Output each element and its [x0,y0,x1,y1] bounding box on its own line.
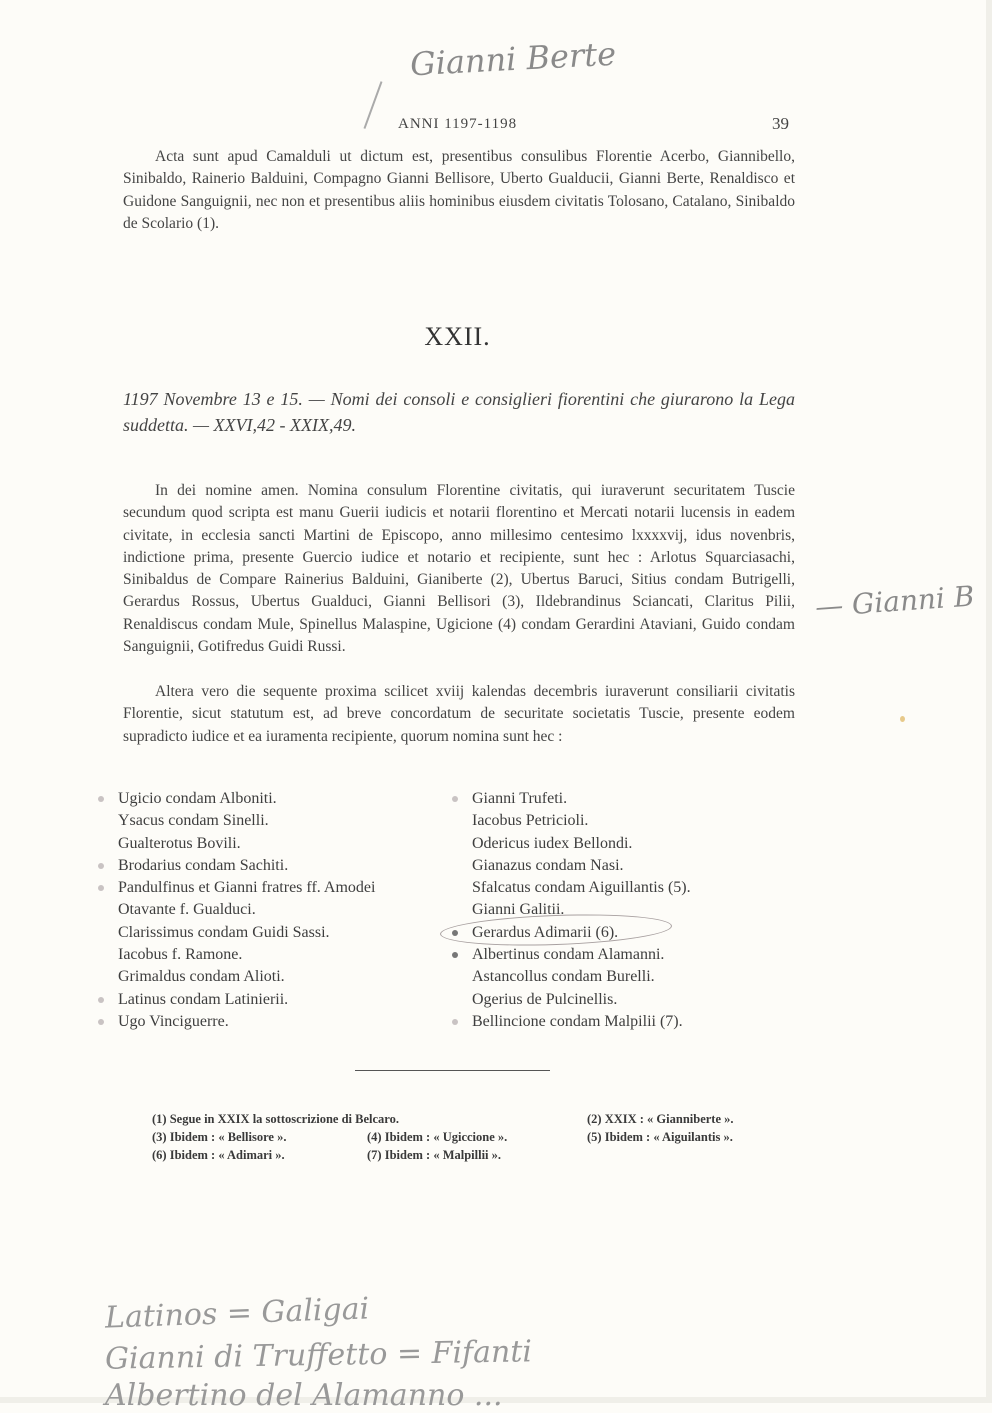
list-item [472,810,802,832]
list-item [118,899,448,921]
section-number: XXII. [424,322,491,351]
bullet-mark [98,863,104,869]
list-item [472,989,802,1011]
name-text: Sfalcatus condam Aiguillantis (5). [472,879,691,897]
name-text: Iacobus Petricioli. [472,812,589,830]
name-text: Iacobus f. Ramone. [118,946,243,964]
footnote-4: (4) Ibidem : « Ugiccione ». [367,1130,508,1144]
handwritten-stroke [363,81,382,128]
bullet-mark [452,1019,458,1025]
name-text: Bellincione condam Malpilii (7). [472,1012,683,1030]
name-text: Ugo Vinciguerre. [118,1012,229,1030]
page-number: 39 [772,114,789,133]
list-item [472,922,802,944]
paragraph-acta [123,146,795,235]
list-item [472,944,802,966]
list-item [472,899,802,921]
handwritten-bottom-line-3: Albertino del Alamanno ... [105,1378,503,1413]
bullet-mark [98,997,104,1003]
name-text: Clarissimus condam Guidi Sassi. [118,923,330,941]
handwritten-top-note: Gianni Berte [409,34,617,84]
bullet-mark [98,1019,104,1025]
paragraph-acta-text: Acta sunt apud Camalduli ut dictum est, presentibus consulibus Florentie Acerbo, Giannibello, Sinibaldo, Rainerio Balduini, Compagno Gianni Bellisore, Uberto Gualducii, Gianni Berte, Renaldisco et Guidone Sanguignii, nec non et presentibus aliis hominibus eiusdem civitatis Tolosano, Catalano, Sinibaldo de Scolario (1). [123,148,795,232]
name-text: Gerardus Adimarii (6). [472,923,619,941]
list-item [472,877,802,899]
section-subtitle: 1197 Novembre 13 e 15. — Nomi dei consoli e consiglieri fiorentini che giurarono la Lega suddetta. — XXVI,42 - XXIX,49. [123,389,795,435]
name-text: Ysacus condam Sinelli. [118,812,269,830]
name-text: Gianazus condam Nasi. [472,856,624,874]
list-item [118,788,448,810]
paragraph-councillors [123,681,795,748]
name-text: Otavante f. Gualduci. [118,901,256,919]
margin-note-text: Gianni B [850,579,976,621]
name-text: Ogerius de Pulcinellis. [472,990,618,1008]
name-text: Latinus condam Latinierii. [118,990,289,1008]
footnote-3: (3) Ibidem : « Bellisore ». [152,1130,287,1144]
names-list-left [118,788,448,1033]
list-item [472,788,802,810]
handwritten-bottom-line-1: Latinos = Galigai [104,1291,370,1336]
list-item [472,855,802,877]
paper-stain [900,716,905,722]
list-item [472,966,802,988]
footnote-7: (7) Ibidem : « Malpillii ». [367,1148,502,1162]
footnote-rule [355,1070,550,1071]
list-item [118,810,448,832]
name-text: Gualterotus Bovili. [118,834,241,852]
list-item [118,1011,448,1033]
footnote-2: (2) XXIX : « Gianniberte ». [587,1112,734,1126]
list-item [472,833,802,855]
bullet-mark [98,796,104,802]
paragraph-councillors-text: Altera vero die sequente proxima scilicet xviij kalendas decembris iuraverunt consiliarii civitatis Florentie, sicut statutum est, ad breve concordatum de securitate societatis Tuscie, presente eodem supradicto iudice et ea iuramenta recipiente, quorum nomina sunt hec : [123,683,795,745]
name-text: Brodarius condam Sachiti. [118,856,289,874]
name-text: Pandulfinus et Gianni fratres ff. Amodei [118,879,376,897]
bullet-mark [452,952,458,958]
list-item [118,989,448,1011]
name-text: Odericus iudex Bellondi. [472,834,633,852]
list-item [118,877,448,899]
paragraph-consuls [123,480,795,658]
name-text: Gianni Trufeti. [472,790,568,807]
list-item [118,944,448,966]
list-item [118,833,448,855]
list-item [472,1011,802,1033]
running-head: ANNI 1197-1198 [398,116,518,132]
bullet-mark [452,930,458,936]
name-text: Grimaldus condam Alioti. [118,968,285,986]
paragraph-consuls-text: In dei nomine amen. Nomina consulum Florentine civitatis, qui iuraverunt securitatem Tuscie secundum quod scripta est manu Guerii iudicis et notarii florentino et Mercati notarii lucensis in eadem civitate, in ecclesia sancti Martini de Episcopo, anno millesimo centesimo lxxxxvij, idus novenbris, indictione prima, presente Guercio iudice et notario et recipiente, sunt hec : Arlotus Squarciasachi, Sinibaldus de Compare Rainerius Balduini, Gianiberte (2), Ubertus Baruci, Sitius condam Butrigelli, Gerardus Rossus, Ubertus Gualduci, Gianni Bellisori (3), Ildebrandinus Sciancati, Claritus Pilii, Renaldiscus condam Mule, Spinellus Malaspine, Ugicione (4) condam Gerardini Ataviani, Guido condam Sanguignii, Gotifredus Guidi Russi. [123,482,795,656]
name-text: Ugicio condam Alboniti. [118,790,277,807]
footnote-5: (5) Ibidem : « Aiguilantis ». [587,1130,733,1144]
name-text: Gianni Galitii. [472,901,565,919]
bullet-mark [452,796,458,802]
footnote-6: (6) Ibidem : « Adimari ». [152,1148,285,1162]
name-text: Astancollus condam Burelli. [472,968,655,986]
names-list-right [472,788,802,1033]
list-item [118,922,448,944]
bullet-mark [98,885,104,891]
list-item [118,855,448,877]
handwritten-bottom-line-2: Gianni di Truffetto = Fifanti [104,1334,533,1377]
list-item [118,966,448,988]
name-text: Albertinus condam Alamanni. [472,946,665,964]
handwritten-margin-note: — Gianni B [814,579,976,624]
footnote-1: (1) Segue in XXIX la sottoscrizione di Belcaro. [152,1112,399,1126]
